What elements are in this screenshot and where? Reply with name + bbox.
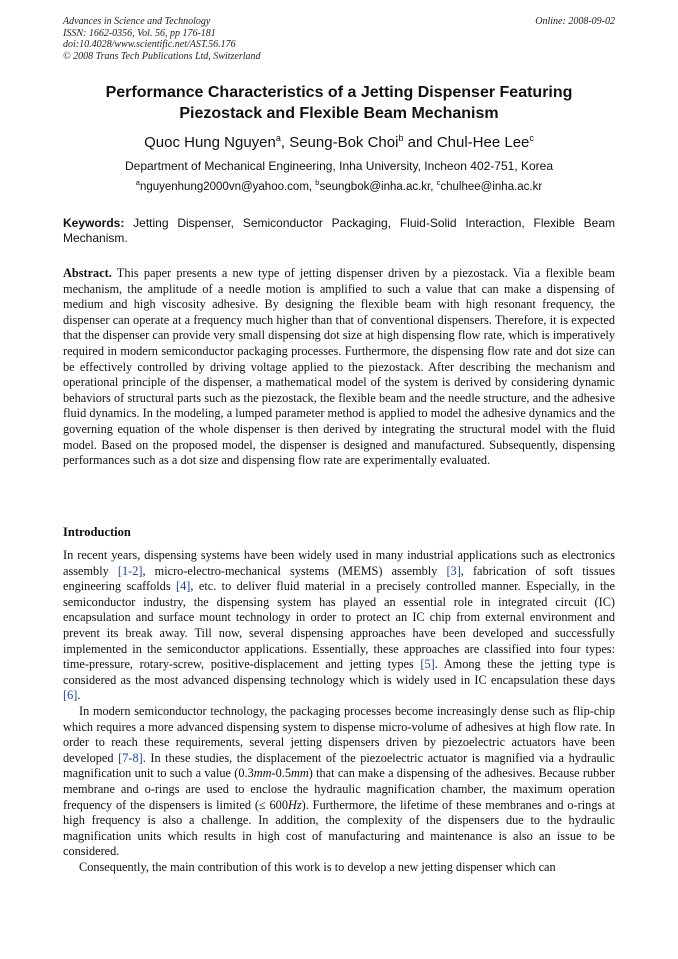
- online-date: Online: 2008-09-02: [535, 16, 615, 27]
- text-run: . In these studies, the displacement of the piezoelectric actuator is magnified via a hydraulic magnification unit to such a value (0.3: [63, 750, 616, 781]
- text-run: ). Furthermore, the lifetime of these membranes and o-rings at high frequency is also a challenge. In addition, the complexity of the dispensers due to the hydraulic magnification units which results in high cost of manufacturing and maintenance is also an issue to be considered.: [63, 797, 615, 859]
- unit-text: Hz: [287, 797, 302, 812]
- text-run: . Among these the jetting type is considered as the most advanced dispensing technology which is widely used in IC encapsulation these days: [63, 657, 615, 687]
- author-1: Quoc Hung Nguyen: [144, 134, 276, 151]
- citation-link[interactable]: [6]: [63, 688, 78, 703]
- unit-text: mm: [253, 766, 272, 781]
- abstract-text: This paper presents a new type of jetting dispenser driven by a piezostack. Via a flexible beam mechanism, the amplitude of a needle motion is amplified to such a value that can make a dispensing of medium and high viscosity adhesive. By designing the flexible beam with high resonant frequency, the dispenser can operate at a frequency much higher than that of conventional dispensers. Therefore, it is expected that the dispenser can provide very small dispensing dot size at high dispensing flow rate, which is imperatively required in modern semiconductor packaging processes. Furthermore, the dispensing flow rate and dot size can be effectively controlled by driving voltage applied to the piezostack. After describing the mechanism and operational principle of the dispenser, a mathematical model of the system is derived by considering dynamic behaviors of structural parts such as the piezostack, the flexible beam and the needle structure, and the adhesive fluid dynamics. In the modeling, a lumped parameter method is applied to model the adhesive dynamics and the governing equation of the whole dispenser is then derived by integrating the structural model with the fluid model. Based on the proposed model, the dispenser is designed and manufactured. Subsequently, dispensing performances such as a dot size and dispensing flow rate are experimentally evaluated.: [63, 266, 615, 468]
- abstract: [63, 266, 615, 469]
- citation-link[interactable]: [5]: [420, 657, 435, 672]
- author-3: Chul-Hee Lee: [436, 134, 530, 151]
- title-line-1: Performance Characteristics of a Jetting Dispenser Featuring: [105, 84, 573, 101]
- author-1-mark: a: [275, 133, 281, 143]
- author-2: Seung-Bok Choi: [289, 134, 399, 151]
- author-emails: [63, 180, 615, 195]
- email-3[interactable]: chulhee@inha.ac.kr: [440, 181, 543, 193]
- author-3-mark: c: [529, 133, 534, 143]
- journal-header: [63, 16, 615, 62]
- section-heading-introduction: Introduction: [63, 525, 131, 539]
- citation-link[interactable]: [3]: [446, 563, 461, 578]
- email-2[interactable]: seungbok@inha.ac.kr: [319, 181, 431, 193]
- email-2-mark: b: [315, 178, 320, 187]
- journal-name: Advances in Science and Technology: [63, 16, 211, 27]
- citation-link[interactable]: [4]: [176, 579, 191, 594]
- text-run: , fabrication of soft tissues engineering scaffolds: [63, 563, 615, 594]
- issn-line: ISSN: 1662-0356, Vol. 56, pp 176-181: [63, 27, 216, 39]
- keywords-text: Jetting Dispenser, Semiconductor Packaging, Fluid-Solid Interaction, Flexible Beam Mechanism.: [63, 216, 615, 245]
- email-3-mark: c: [436, 178, 441, 187]
- intro-paragraph-3: Consequently, the main contribution of this work is to develop a new jetting dispenser which can: [79, 859, 556, 874]
- text-run: ) that can make a dispensing of the adhesives. Because rubber membrane and o-rings are used to enclose the hydraulic magnification chamber, the maximum operation frequency of the dispensers is limited (≤ 600: [63, 766, 615, 812]
- author-2-mark: b: [398, 133, 404, 143]
- introduction-body: [63, 548, 615, 875]
- keywords: [63, 216, 615, 245]
- citation-link[interactable]: [7-8]: [118, 750, 143, 765]
- text-run: -0.5: [271, 766, 291, 781]
- email-separator: ,: [308, 181, 316, 193]
- paper-title: [63, 82, 615, 124]
- intro-paragraph-1: [63, 548, 615, 704]
- text-run: , micro-electro-mechanical systems (MEMS) assembly: [142, 563, 447, 578]
- email-1-mark: a: [135, 178, 140, 187]
- copyright-line: © 2008 Trans Tech Publications Ltd, Switzerland: [63, 50, 261, 62]
- email-1[interactable]: nguyenhung2000vn@yahoo.com: [139, 181, 309, 193]
- title-line-2: Piezostack and Flexible Beam Mechanism: [179, 105, 499, 122]
- author-separator: and: [403, 134, 437, 151]
- citation-link[interactable]: [1-2]: [117, 563, 143, 578]
- abstract-label: Abstract.: [63, 266, 112, 280]
- affiliation: Department of Mechanical Engineering, Inha University, Incheon 402-751, Korea: [124, 159, 554, 173]
- doi-line[interactable]: doi:10.4028/www.scientific.net/AST.56.176: [63, 39, 236, 51]
- keywords-label: Keywords:: [63, 216, 125, 230]
- text-run: , etc. to deliver fluid material in a precisely controlled manner. Especially, in the semiconductor industry, the dispensing system has played an essential role in integrated circuit (IC) encapsulation and surface mount technology in order to protect an IC chip from external environment and prevent its break away. Till now, several dispensing approaches have been developed and successfully implemented in the semiconductor applications. Essentially, these approaches are classified into four types: time-pressure, rotary-screw, positive-displacement and jetting types: [63, 579, 615, 672]
- text-run: .: [77, 688, 81, 703]
- intro-paragraph-2: [63, 704, 615, 860]
- author-separator: ,: [280, 134, 290, 151]
- text-run: In recent years, dispensing systems have been widely used in many industrial applications such as electronics assembly: [63, 548, 615, 578]
- email-separator: ,: [430, 181, 437, 193]
- text-run: In modern semiconductor technology, the packaging processes become increasingly dense such as flip-chip which requires a more advanced dispensing system to dispense micro-volume of adhesives at high flow rate. In order to reach these requirements, several jetting dispensers driven by piezoelectric actuators have been developed: [63, 703, 615, 765]
- unit-text: mm: [290, 766, 309, 781]
- author-list: [63, 134, 615, 152]
